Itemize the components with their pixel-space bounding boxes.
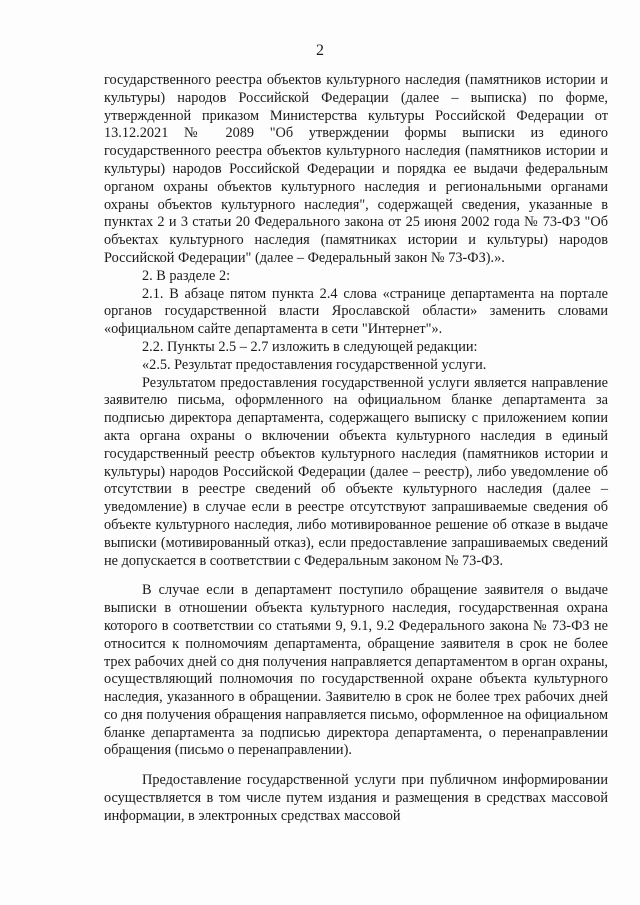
document-body (104, 72, 608, 826)
paragraph-continuation: государственного реестра объектов культурного наследия (памятников истории и культуры) народов Российской Федерации (далее – выписка) по форме, утвержденной приказом Министерства культуры Российской Федерации от 13.12.2021 № 2089 "Об утверждении формы выписки из единого государственного реестра объектов культурного наследия (памятников истории и культуры) народов Российской Федерации и порядка ее выдачи федеральным органом охраны объектов культурного наследия и региональными органами охраны объектов культурного наследия", содержащей сведения, указанные в пунктах 2 и 3 статьи 20 Федерального закона от 25 июня 2002 года № 73-ФЗ "Об объектах культурного наследия (памятниках истории и культуры) народов Российской Федерации" (далее – Федеральный закон № 73-ФЗ).». (104, 72, 608, 266)
paragraph-2-5-heading: «2.5. Результат предоставления государственной услуги. (142, 356, 487, 373)
paragraph-2-1: 2.1. В абзаце пятом пункта 2.4 слова «странице департамента на портале органов государственной власти Ярославской области» заменить словами «официальном сайте департамента в сети "Интернет"». (104, 285, 608, 338)
paragraph-redirect: В случае если в департамент поступило обращение заявителя о выдаче выписки в отношении объекта культурного наследия, государственная охрана которого в соответствии со статьями 9, 9.1, 9.2 Федерального закона № 73-ФЗ не относится к полномочиям департамента, обращение заявителя в срок не более трех рабочих дней со дня получения направляется департаментом в орган охраны, осуществляющий полномочия по государственной охране объекта культурного наследия, указанного в обращении. Заявителю в срок не более трех рабочих дней со дня получения обращения направляется письмо, оформленное на официальном бланке департамента за подписью директора департамента, о перенаправлении обращения (письмо о перенаправлении). (104, 582, 608, 759)
paragraph-section-2: 2. В разделе 2: (142, 267, 231, 284)
paragraph-public-info: Предоставление государственной услуги при публичном информировании осуществляется в том числе путем издания и размещения в средствах массовой информации, в электронных средствах массовой (104, 772, 608, 824)
paragraph-result: Результатом предоставления государственной услуги является направление заявителю письма, оформленного на официальном бланке департамента за подписью директора департамента, содержащего выписку с приложением копии акта органа охраны о включении объекта культурного наследия в единый государственный реестр объектов культурного наследия (памятников истории и культуры) народов Российской Федерации (далее – реестр), либо уведомление об отсутствии в реестре сведений об объекте культурного наследия (далее – уведомление) в случае если в реестре отсутствуют запрашиваемые сведения об объекте культурного наследия, либо мотивированное решение об отказе в выдаче выписки (мотивированный отказ), если предоставление запрашиваемых сведений не допускается в соответствии с Федеральным законом № 73-ФЗ. (104, 374, 608, 569)
paragraph-2-2: 2.2. Пункты 2.5 – 2.7 изложить в следующей редакции: (142, 338, 478, 355)
page-number: 2 (316, 42, 324, 59)
